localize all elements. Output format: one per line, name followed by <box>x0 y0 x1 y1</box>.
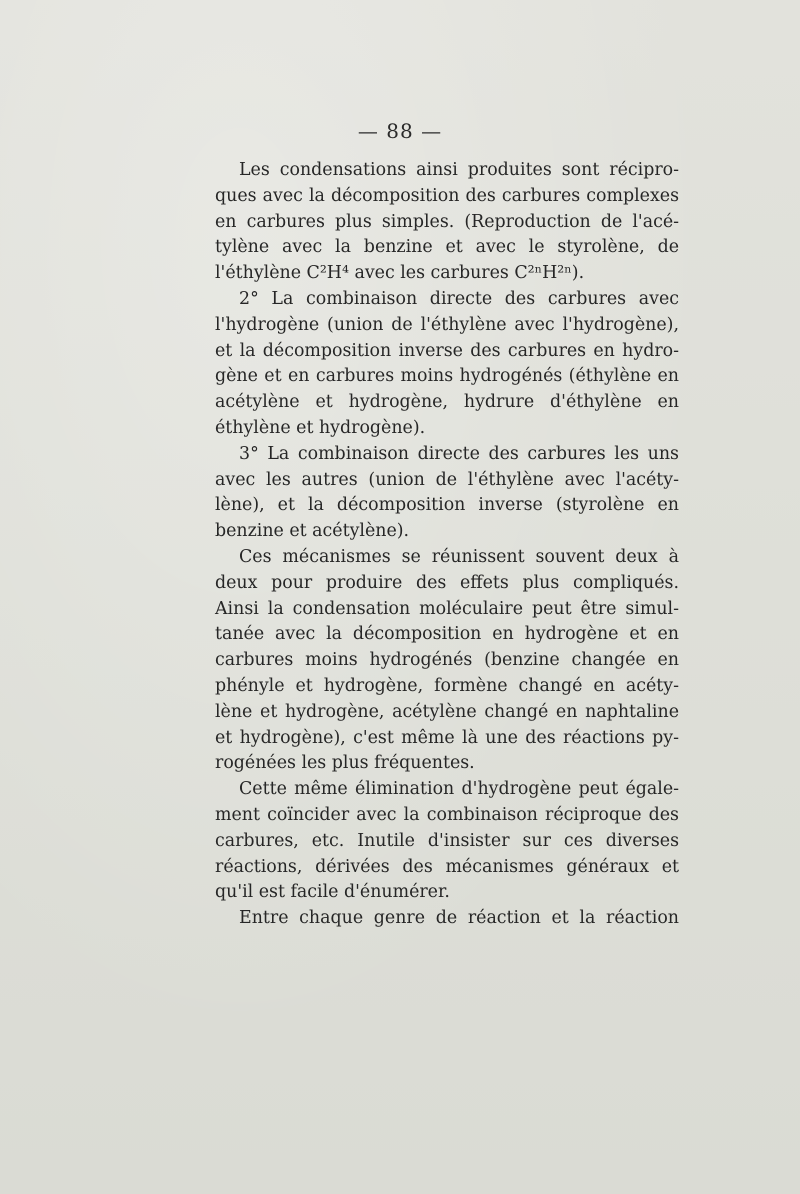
body-text <box>215 158 679 932</box>
text-line: l'hydrogène (union de l'éthylène avec l'hydrogène), <box>215 314 679 335</box>
text-line: Les condensations ainsi produites sont récipro- <box>239 160 679 180</box>
text-line: 2° La combinaison directe des carbures avec <box>239 288 679 309</box>
text-line: tylène avec la benzine et avec le styrolène, de <box>215 237 679 258</box>
text-line: lène), et la décomposition inverse (styrolène en <box>215 495 679 516</box>
text-line: et la décomposition inverse des carbures en hydro- <box>215 340 679 361</box>
text-line: avec les autres (union de l'éthylène avec l'acéty- <box>215 469 679 490</box>
text-line: phényle et hydrogène, formène changé en acéty- <box>215 675 679 696</box>
text-line: Ainsi la condensation moléculaire peut être simul- <box>215 598 679 619</box>
text-line: ques avec la décomposition des carbures complexes <box>215 185 679 206</box>
text-line: lène et hydrogène, acétylène changé en naphtaline <box>215 701 679 722</box>
text-line: acétylène et hydrogène, hydrure d'éthylène en <box>215 392 679 413</box>
text-line: en carbures plus simples. (Reproduction de l'acé- <box>215 211 679 232</box>
text-line: gène et en carbures moins hydrogénés (éthylène en <box>215 366 679 387</box>
text-line: Entre chaque genre de réaction et la réaction <box>239 908 679 929</box>
text-line: Ces mécanismes se réunissent souvent deux à <box>239 546 679 567</box>
text-line: réactions, dérivées des mécanismes généraux et <box>215 856 679 877</box>
text-line: deux pour produire des effets plus compliqués. <box>215 572 679 593</box>
text-line: carbures moins hydrogénés (benzine changée en <box>215 650 679 671</box>
text-line: éthylène et hydrogène). <box>215 417 426 438</box>
page-number: — 88 — <box>357 119 443 143</box>
text-line: benzine et acétylène). <box>215 521 410 542</box>
text-line: l'éthylène C²H⁴ avec les carbures C²ⁿH²ⁿ). <box>215 263 585 284</box>
text-line: 3° La combinaison directe des carbures les uns <box>239 443 679 464</box>
text-line: tanée avec la décomposition en hydrogène et en <box>215 624 679 645</box>
text-line: qu'il est facile d'énumérer. <box>215 882 450 903</box>
text-line: rogénées les plus fréquentes. <box>215 753 475 774</box>
text-line: ment coïncider avec la combinaison réciproque des <box>215 804 679 825</box>
text-line: Cette même élimination d'hydrogène peut égale- <box>239 779 679 800</box>
text-line: carbures, etc. Inutile d'insister sur ces diverses <box>215 830 679 851</box>
text-line: et hydrogène), c'est même là une des réactions py- <box>215 727 679 748</box>
